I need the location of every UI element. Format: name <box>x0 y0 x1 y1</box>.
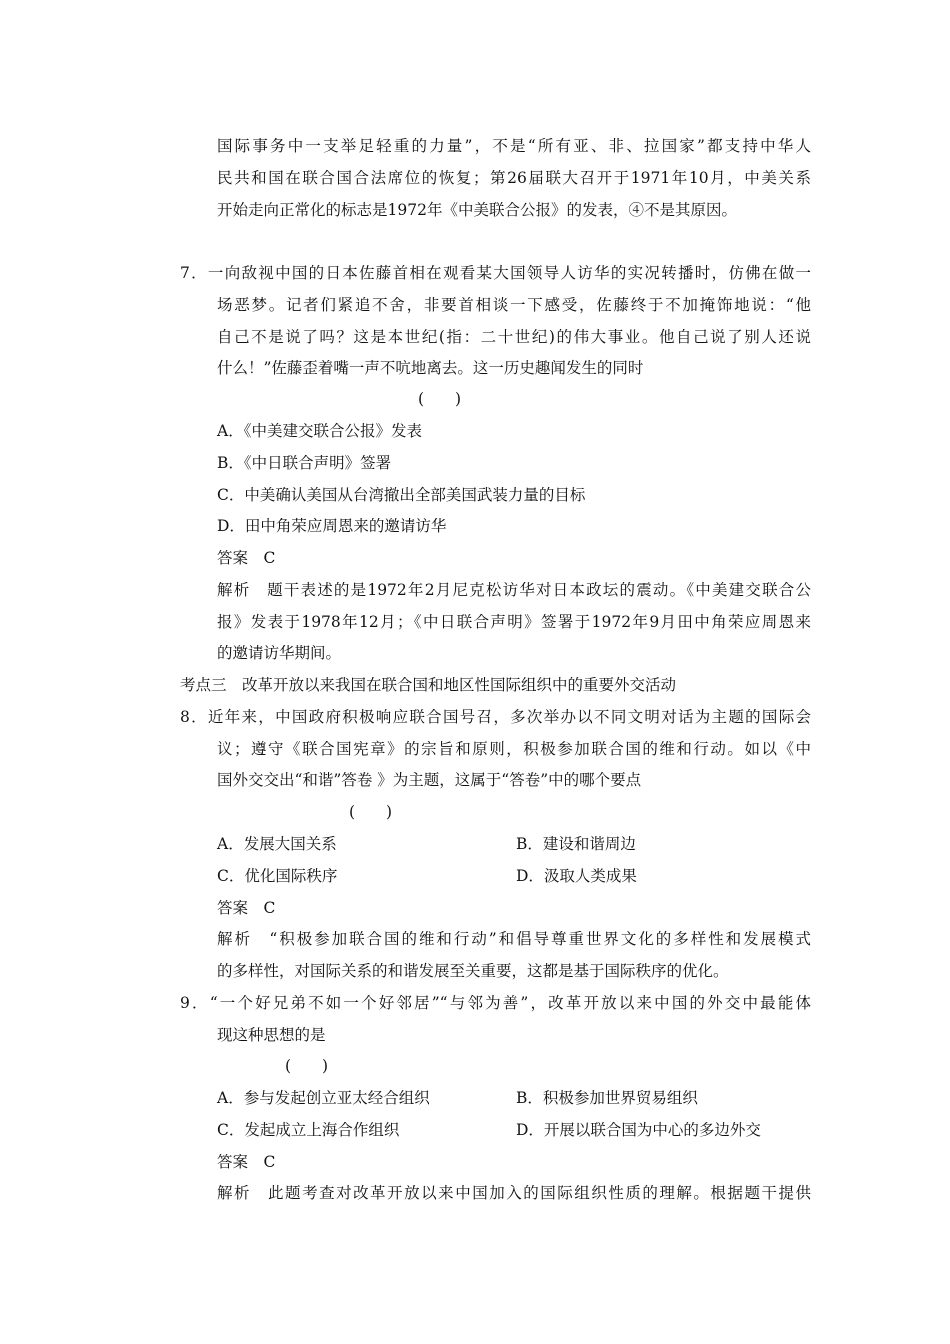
q7-answer-paren: ( ) <box>418 390 462 408</box>
q7-analysis-line-1: 解析 题干表述的是1972年2月尼克松访华对日本政坛的震动。《中美建交联合公 <box>217 581 811 599</box>
q7-stem-line-2: 场恶梦。记者们紧追不舍，非要首相谈一下感受，佐藤终于不加掩饰地说：“他 <box>217 296 811 314</box>
q8-analysis-line-1: 解析 “积极参加联合国的维和行动”和倡导尊重世界文化的多样性和发展模式 <box>217 930 811 948</box>
intro-line-1: 国际事务中一支举足轻重的力量”，不是“所有亚、非、拉国家”都支持中华人 <box>217 137 811 155</box>
q8-option-b: B．建设和谐周边 <box>516 835 636 853</box>
q9-answer: 答案 C <box>217 1153 276 1171</box>
intro-line-3: 开始走向正常化的标志是1972年《中美联合公报》的发表，④不是其原因。 <box>217 201 737 219</box>
section-3-title: 考点三 改革开放以来我国在联合国和地区性国际组织中的重要外交活动 <box>180 676 677 694</box>
q8-answer: 答案 C <box>217 899 276 917</box>
q8-stem-line-3: 国外交交出“和谐”答卷 》为主题，这属于“答卷”中的哪个要点 <box>217 771 642 789</box>
q7-answer: 答案 C <box>217 549 276 567</box>
q7-option-a: A．《中美建交联合公报》发表 <box>217 422 422 440</box>
q8-option-a: A．发展大国关系 <box>217 835 337 853</box>
q7-option-b: B．《中日联合声明》签署 <box>217 454 392 472</box>
q9-stem-line-1: 9．“一个好兄弟不如一个好邻居”“与邻为善”，改革开放以来中国的外交中最能体 <box>180 994 811 1012</box>
q9-option-a: A．参与发起创立亚太经合组织 <box>217 1089 430 1107</box>
q7-stem-line-4: 什么！”佐藤歪着嘴一声不吭地离去。这一历史趣闻发生的同时 <box>217 359 644 377</box>
q7-analysis-line-2: 报》发表于1978年12月；《中日联合声明》签署于1972年9月田中角荣应周恩来 <box>217 613 811 631</box>
q7-analysis-line-3: 的邀请访华期间。 <box>217 644 342 662</box>
q9-stem-line-2: 现这种思想的是 <box>217 1026 326 1044</box>
q9-option-d: D．开展以联合国为中心的多边外交 <box>516 1121 761 1139</box>
q8-option-d: D．汲取人类成果 <box>516 867 637 885</box>
q9-option-b: B．积极参加世界贸易组织 <box>516 1089 698 1107</box>
q7-stem-line-1: 7．一向敌视中国的日本佐藤首相在观看某大国领导人访华的实况转播时，仿佛在做一 <box>180 264 811 282</box>
q8-stem-line-1: 8．近年来，中国政府积极响应联合国号召，多次举办以不同文明对话为主题的国际会 <box>180 708 811 726</box>
q7-option-c: C．中美确认美国从台湾撤出全部美国武装力量的目标 <box>217 486 586 504</box>
q9-analysis-line-1: 解析 此题考查对改革开放以来中国加入的国际组织性质的理解。根据题干提供 <box>217 1184 811 1202</box>
q7-option-d: D．田中角荣应周恩来的邀请访华 <box>217 517 447 535</box>
q8-analysis-line-2: 的多样性，对国际关系的和谐发展至关重要，这都是基于国际秩序的优化。 <box>217 962 729 980</box>
q9-option-c: C．发起成立上海合作组织 <box>217 1121 400 1139</box>
q8-answer-paren: ( ) <box>349 803 393 821</box>
intro-line-2: 民共和国在联合国合法席位的恢复；第26届联大召开于1971年10月，中美关系 <box>217 169 811 187</box>
q8-stem-line-2: 议；遵守《联合国宪章》的宗旨和原则，积极参加联合国的维和行动。如以《中 <box>217 740 811 758</box>
q7-stem-line-3: 自己不是说了吗？这是本世纪(指：二十世纪)的伟大事业。他自己说了别人还说 <box>217 328 811 346</box>
q9-answer-paren: ( ) <box>285 1057 329 1075</box>
q8-option-c: C．优化国际秩序 <box>217 867 338 885</box>
